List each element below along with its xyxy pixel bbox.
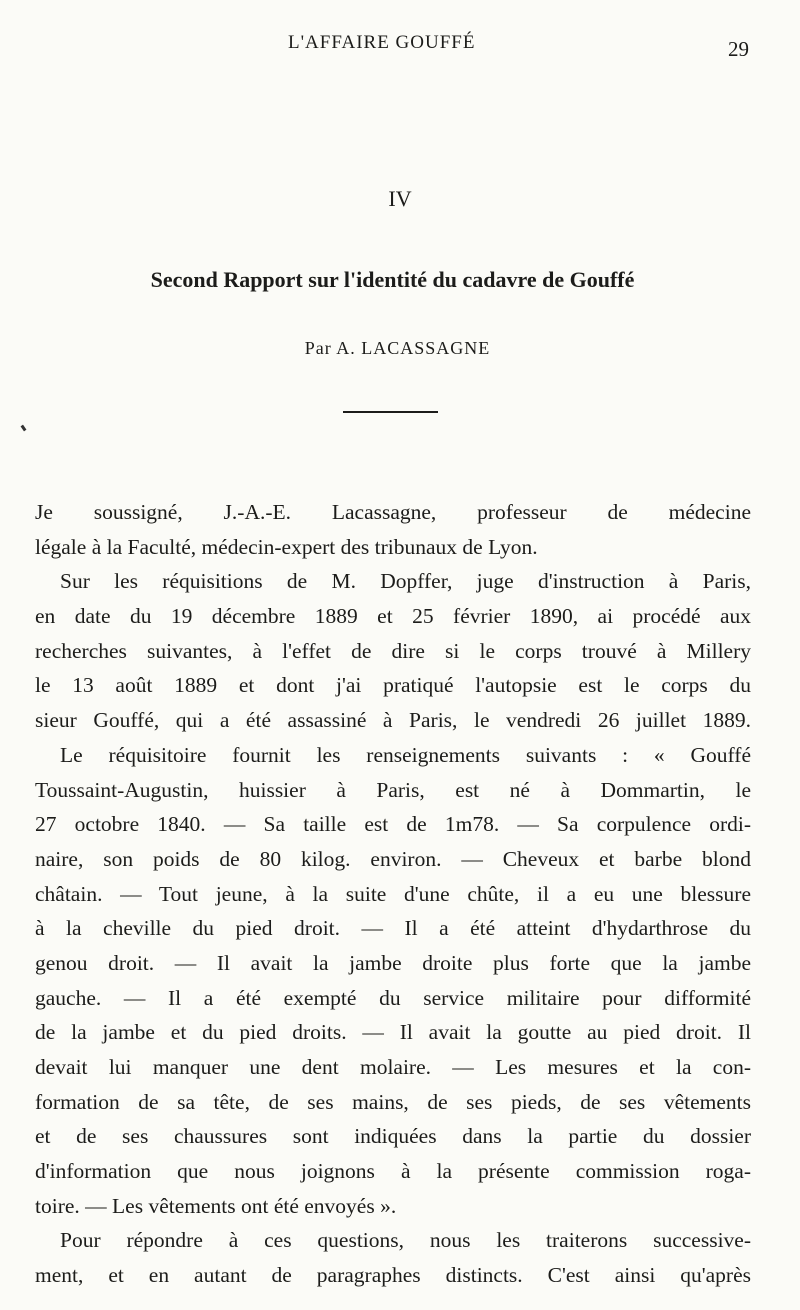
body-line: naire, son poids de 80 kilog. environ. — Cheveux et barbe blond — [35, 846, 751, 871]
section-number: IV — [388, 186, 412, 211]
body-line: Le réquisitoire fournit les renseignements suivants : « Gouffé — [60, 742, 751, 767]
body-line: Je soussigné, J.-A.-E. Lacassagne, professeur de médecine — [35, 500, 751, 524]
body-line: sieur Gouffé, qui a été assassiné à Paris, le vendredi 26 juillet 1889. — [35, 708, 751, 733]
body-line: Pour répondre à ces questions, nous les traiterons successive- — [60, 1228, 751, 1253]
page-number: 29 — [728, 37, 749, 61]
body-line: le 13 août 1889 et dont j'ai pratiqué l'autopsie est le corps du — [35, 673, 751, 698]
body-line: 27 octobre 1840. — Sa taille est de 1m78. — Sa corpulence ordi- — [35, 812, 751, 837]
body-line: genou droit. — Il avait la jambe droite plus forte que la jambe — [35, 950, 751, 975]
body-line: recherches suivantes, à l'effet de dire si le corps trouvé à Millery — [35, 638, 751, 663]
running-head — [0, 32, 800, 60]
chapter-title: Second Rapport sur l'identité du cadavre de Gouffé — [150, 267, 635, 292]
byline-prefix: Par — [304, 338, 332, 358]
body-line: ment, et en autant de paragraphes distincts. C'est ainsi qu'après — [35, 1263, 751, 1288]
body-line: et de ses chaussures sont indiquées dans la partie du dossier — [35, 1124, 751, 1149]
byline-author: A. LACASSAGNE — [336, 338, 491, 358]
body-line: Toussaint-Augustin, huissier à Paris, est né à Dommartin, le — [35, 777, 751, 802]
body-line: devait lui manquer une dent molaire. — Les mesures et la con- — [35, 1055, 751, 1079]
body-line: Sur les réquisitions de M. Dopffer, juge d'instruction à Paris, — [60, 569, 751, 594]
body-line: de la jambe et du pied droits. — Il avait la goutte au pied droit. Il — [35, 1020, 751, 1045]
body-line: en date du 19 décembre 1889 et 25 février 1890, ai procédé aux — [35, 604, 751, 629]
body-line: toire. — Les vêtements ont été envoyés ». — [35, 1193, 397, 1218]
running-title: L'AFFAIRE GOUFFÉ — [288, 32, 476, 53]
body-text — [35, 495, 751, 1293]
body-line: formation de sa tête, de ses mains, de ses pieds, de ses vêtements — [35, 1089, 751, 1114]
body-line: légale à la Faculté, médecin-expert des tribunaux de Lyon. — [35, 534, 538, 559]
title-rule — [343, 411, 438, 413]
body-line: d'information que nous joignons à la présente commission roga- — [35, 1159, 751, 1184]
byline — [0, 338, 800, 359]
body-line: châtain. — Tout jeune, à la suite d'une chûte, il a eu une blessure — [35, 881, 751, 906]
stray-ink-mark — [21, 425, 27, 432]
body-line: à la cheville du pied droit. — Il a été atteint d'hydarthrose du — [35, 916, 751, 941]
body-line: gauche. — Il a été exempté du service militaire pour difformité — [35, 985, 751, 1010]
